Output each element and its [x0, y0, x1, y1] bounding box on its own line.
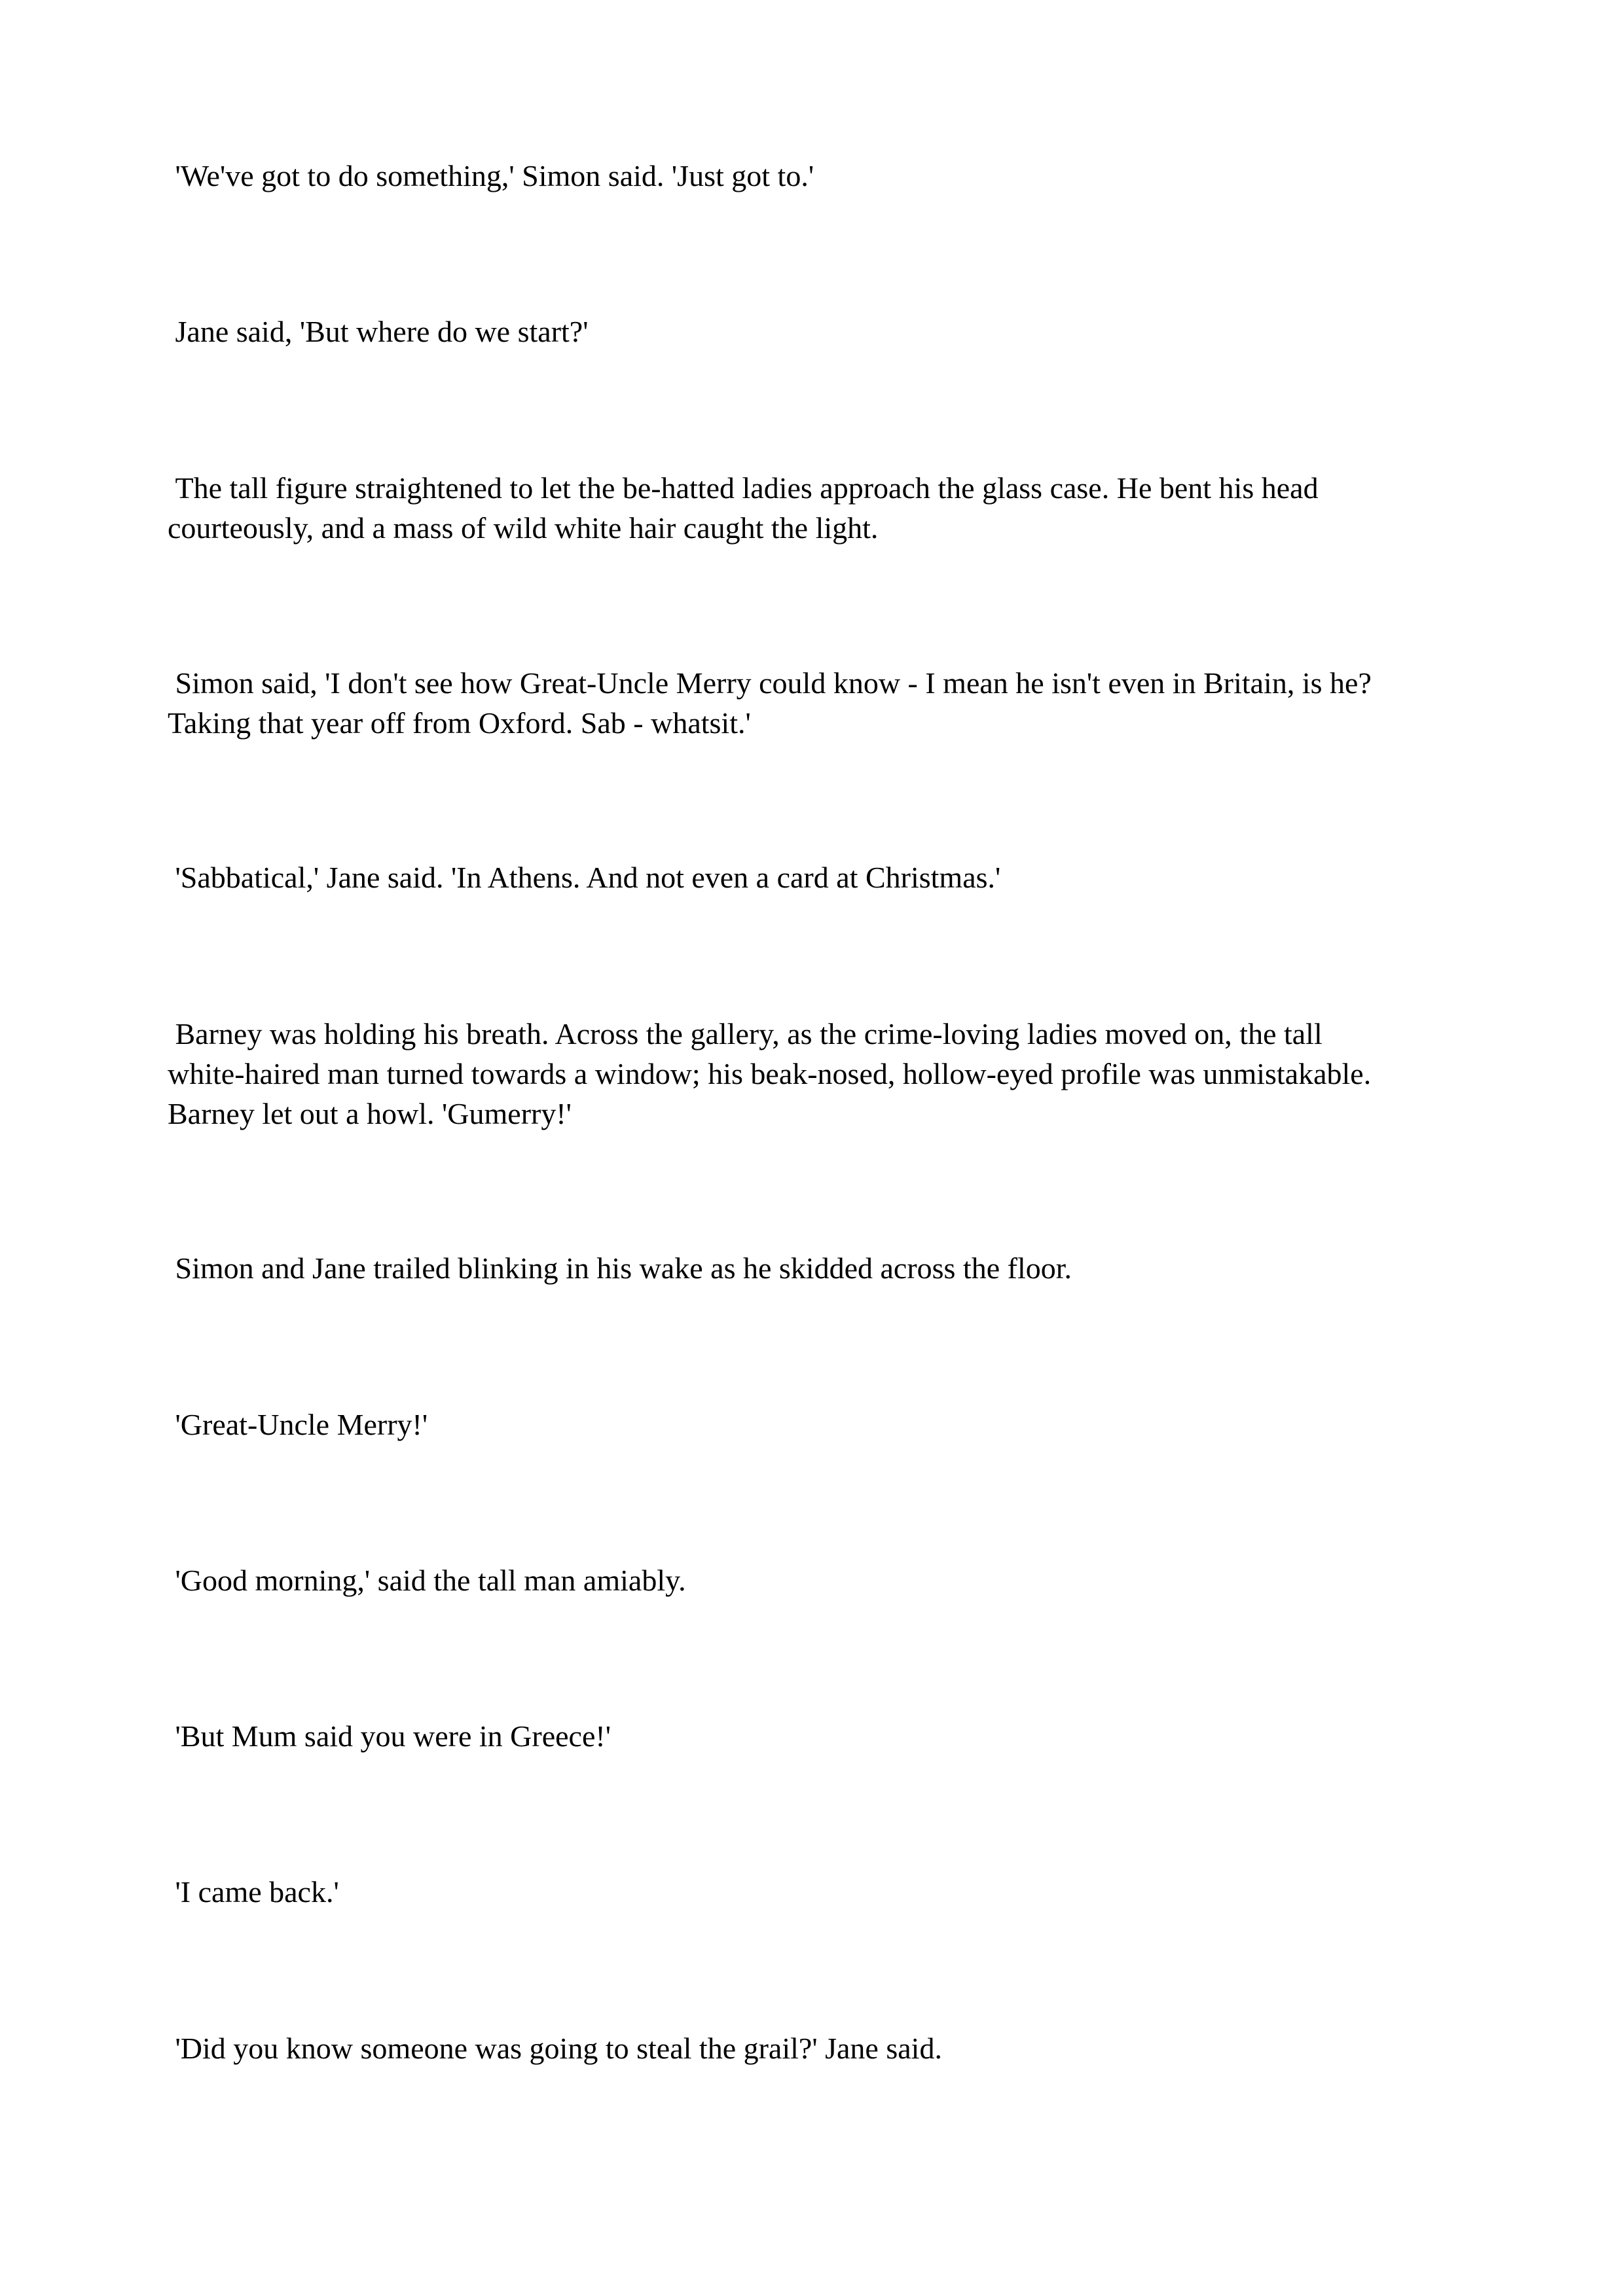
paragraph: Barney was holding his breath. Across the gallery, as the crime-loving ladies moved on, the tall white-haired man turned towards a window; his beak-nosed, hollow-eyed profile was unmistakable. Barney let out a howl. 'Gumerry!' [168, 1017, 1372, 1130]
paragraph: Jane said, 'But where do we start?' [168, 315, 589, 348]
paragraph: 'Good morning,' said the tall man amiably. [168, 1564, 686, 1597]
paragraph: Simon said, 'I don't see how Great-Uncle Merry could know - I mean he isn't even in Britain, is he? Taking that year off from Oxford. Sab - whatsit.' [168, 666, 1372, 740]
paragraph: 'We've got to do something,' Simon said. 'Just got to.' [168, 159, 814, 192]
paragraph: The tall figure straightened to let the be-hatted ladies approach the glass case. He bent his head courteously, and a mass of wild white hair caught the light. [168, 471, 1319, 545]
paragraph: 'Did you know someone was going to steal the grail?' Jane said. [168, 2032, 942, 2065]
paragraph: 'Great-Uncle Merry!' [168, 1408, 428, 1441]
paragraph: 'I came back.' [168, 1875, 339, 1909]
paragraph: 'But Mum said you were in Greece!' [168, 1719, 611, 1753]
paragraph: 'Sabbatical,' Jane said. 'In Athens. And not even a card at Christmas.' [168, 861, 1001, 894]
paragraph: Simon and Jane trailed blinking in his wake as he skidded across the floor. [168, 1251, 1072, 1285]
